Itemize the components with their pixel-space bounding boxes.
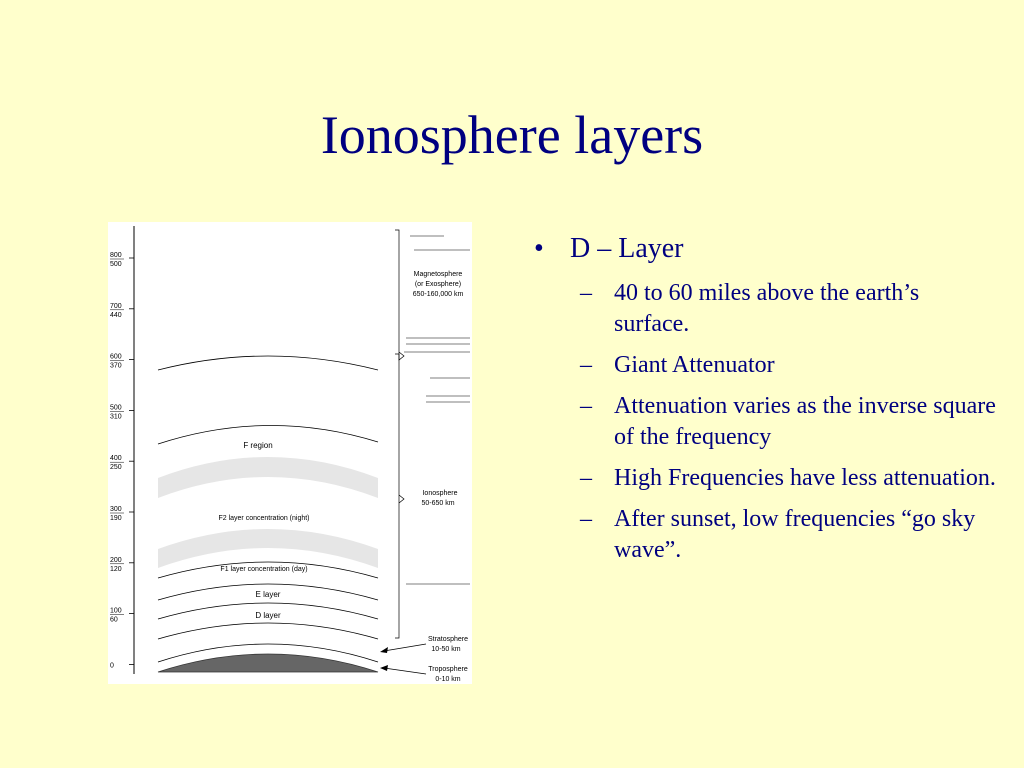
- axis-tick-label-km: 400: [110, 455, 122, 463]
- axis-tick-label-mi: 500: [110, 261, 122, 268]
- axis-tick-label-km: 100: [110, 607, 122, 615]
- sub-bullet-item: [520, 504, 1000, 566]
- label-stratosphere: Stratosphere: [427, 636, 469, 643]
- bullet-text: D – Layer: [570, 233, 684, 264]
- label-magnetosphere: Magnetosphere: [413, 271, 463, 278]
- dash-icon: –: [580, 393, 592, 419]
- label-ionosphere: Ionosphere: [422, 490, 458, 497]
- axis-tick-label-km: 500: [110, 404, 122, 412]
- troposphere-arrow: [384, 668, 426, 674]
- axis-tick-label-km: 0: [110, 662, 114, 670]
- axis-tick-label-mi: 310: [110, 413, 122, 421]
- label-d-layer: D layer: [255, 611, 281, 620]
- axis-tick-label-km: 700: [110, 302, 122, 310]
- axis-tick-label-km: 600: [110, 353, 122, 361]
- axis-tick-label-mi: 250: [110, 464, 122, 472]
- axis-tick-label-km: 300: [110, 506, 122, 513]
- label-magnetosphere-alt: (or Exosphere): [414, 281, 462, 288]
- dash-icon: –: [580, 465, 592, 491]
- bullet-dot-icon: •: [534, 233, 544, 264]
- axis-ticks: [110, 252, 134, 669]
- axis-tick-label-mi: 60: [110, 616, 118, 624]
- slide-title: Ionosphere layers: [320, 105, 704, 165]
- diagram-svg: [108, 222, 472, 684]
- dash-icon: –: [580, 352, 592, 378]
- axis-tick-label-mi: 190: [110, 515, 122, 522]
- arrowhead-icon: [380, 647, 388, 653]
- label-f-region: F region: [243, 441, 273, 450]
- label-ionosphere-range: 50-650 km: [421, 500, 455, 507]
- sub-bullet-item: [520, 278, 1000, 340]
- label-f2-layer: F2 layer concentration (night): [218, 515, 310, 522]
- sub-bullet-text: Attenuation varies as the inverse square of the frequency: [614, 393, 996, 450]
- magnetosphere-bracket: [395, 230, 404, 360]
- dash-icon: –: [580, 280, 592, 306]
- arrowhead-icon: [380, 665, 388, 671]
- axis-tick-label-mi: 370: [110, 362, 122, 370]
- axis-tick-label-mi: 440: [110, 311, 122, 319]
- stratosphere-arrow: [384, 644, 426, 651]
- ionosphere-bracket: [395, 354, 404, 638]
- label-magnetosphere-range: 650-160,000 km: [412, 291, 464, 298]
- f2-concentration-band: [158, 457, 378, 498]
- label-stratosphere-range: 10-50 km: [431, 646, 461, 653]
- earth-surface: [158, 654, 378, 672]
- arc-d-bottom: [158, 623, 378, 639]
- axis-tick-label-km: 200: [110, 556, 122, 564]
- dash-icon: –: [580, 506, 592, 532]
- sub-bullet-text: Giant Attenuator: [614, 352, 775, 378]
- sub-bullet-item: [520, 463, 1000, 494]
- sub-bullet-item: [520, 350, 1000, 381]
- sub-bullet-item: [520, 391, 1000, 453]
- label-troposphere-range: 0-10 km: [435, 676, 461, 683]
- axis-tick-label-km: 800: [110, 252, 122, 259]
- label-troposphere: Troposphere: [428, 666, 468, 673]
- sub-bullet-text: 40 to 60 miles above the earth’s surface.: [614, 280, 920, 337]
- sub-bullet-list: [520, 278, 1000, 566]
- ionosphere-diagram: [108, 222, 472, 684]
- arc-600: [158, 356, 378, 370]
- sub-bullet-text: After sunset, low frequencies “go sky wave”.: [614, 506, 976, 563]
- sub-bullet-text: High Frequencies have less attenuation.: [614, 465, 996, 491]
- label-f1-layer: F1 layer concentration (day): [220, 566, 308, 573]
- bullet-item: [520, 232, 1000, 266]
- bullet-list: [520, 232, 1000, 576]
- label-e-layer: E layer: [255, 590, 281, 599]
- axis-tick-label-mi: 120: [110, 565, 122, 573]
